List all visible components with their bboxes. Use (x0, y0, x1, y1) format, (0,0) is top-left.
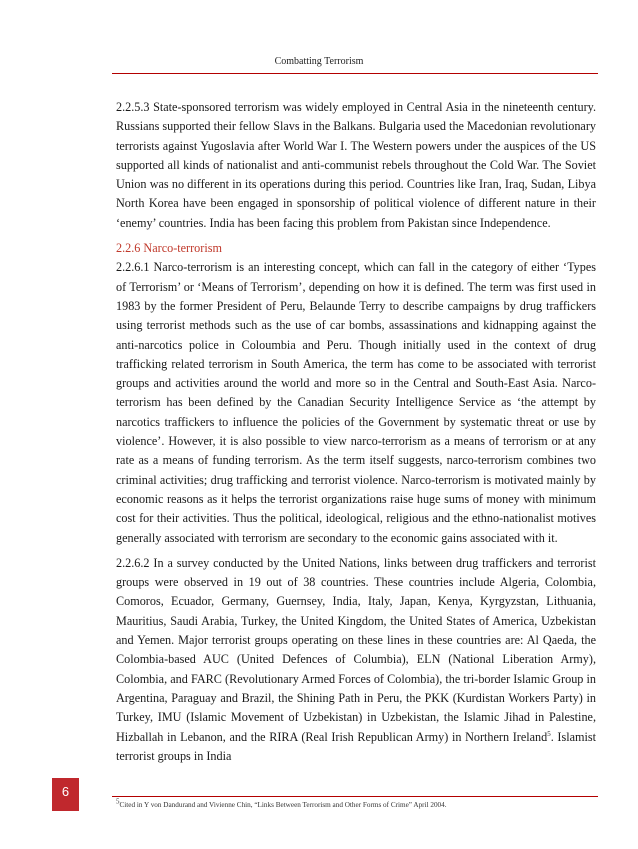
body-text (116, 98, 596, 772)
footnote-rule (112, 796, 598, 797)
paragraph-un-survey-tail: . Islamist terrorist groups in India (116, 729, 596, 763)
paragraph-narco-definition: 2.2.6.1 Narco-terrorism is an interesting concept, which can fall in the category of either ‘Types of Terrorism’ or ‘Means of Terrorism’, depending on how it is defined. The term was first used in 1983 by the former President of Peru, Belaunde Terry to describe campaigns by drug traffickers using terrorist methods such as the use of car bombs, assassinations and kidnapping against the anti-narcotics police in Coloumbia and Peru. Though initially used in the context of drug trafficking related terrorism in South America, the term has come to be associated with terrorist groups and activities around the world and more so in the Central and South-East Asia. Narco-terrorism has been defined by the Canadian Security Intelligence Service as ‘the attempt by narcotics traffickers to influence the policies of the Government by systematic threat or use by violence’. However, it is also possible to view narco-terrorism as a means of terrorism or at any rate as a means of funding terrorism. As the term itself suggests, narco-terrorism combines two criminal activities; drug trafficking and terrorist violence. Narco-terrorism is motivated mainly by economic reasons as it helps the terrorist organizations raise huge sums of money with minimum cost for their activities. Thus the political, ideological, religious and the ethno-nationalist motives generally associated with terrorism are secondary to the economic gains associated with it. (116, 260, 596, 545)
paragraph-un-survey (116, 554, 596, 766)
footnote-reference[interactable]: 5 (547, 729, 551, 738)
section-heading-narco-terrorism: 2.2.6 Narco-terrorism (116, 241, 222, 256)
page-number: 6 (61, 784, 70, 799)
footnote-mark: 5 (116, 797, 120, 806)
footnote (116, 797, 596, 809)
header-rule (112, 73, 598, 74)
footnote-text: Cited in Y von Dandurand and Vivienne Chin, “Links Between Terrorism and Other Forms of Crime” April 2004. (119, 801, 447, 809)
paragraph-un-survey-text: 2.2.6.2 In a survey conducted by the United Nations, links between drug traffickers and terrorist groups were observed in 19 out of 38 countries. These countries include Algeria, Colombia, Comoros, Ecuador, Germany, Guernsey, India, Italy, Japan, Kenya, Kyrgyzstan, Lithuania, Mauritius, Saudi Arabia, Turkey, the United Kingdom, the United States of America, Uzbekistan and Yemen. Major terrorist groups operating on these lines in these countries are: Al Qaeda, the Colombia-based AUC (United Defences of Columbia), ELN (National Liberation Army), Colombia, and FARC (Revolutionary Armed Forces of Colombia), the tri-border Islamic Group in Argentina, Paraguay and Brazil, the Shining Path in Peru, the PKK (Kurdistan Workers Party) in Turkey, IMU (Islamic Movement of Uzbekistan) in Uzbekistan, the Islamic Jihad in Palestine, Hizballah in Lebanon, and the RIRA (Real Irish Republican Army) in Northern Ireland (116, 555, 596, 744)
paragraph-state-sponsored: 2.2.5.3 State-sponsored terrorism was widely employed in Central Asia in the nineteenth century. Russians supported their fellow Slavs in the Balkans. Bulgaria used the Macedonian revolutionary terrorists against Yugoslavia after World War I. The Western powers under the auspices of the US supported all kinds of nationalist and anti-communist rebels throughout the Cold War. The Soviet Union was no different in its operations during this period. Countries like Iran, Iraq, Sudan, Libya North Korea have been engaged in sponsorship of political violence of different nature in their ‘enemy’ countries. India has been facing this problem from Pakistan since Independence. (116, 100, 596, 230)
running-header: Combatting Terrorism (274, 56, 364, 67)
